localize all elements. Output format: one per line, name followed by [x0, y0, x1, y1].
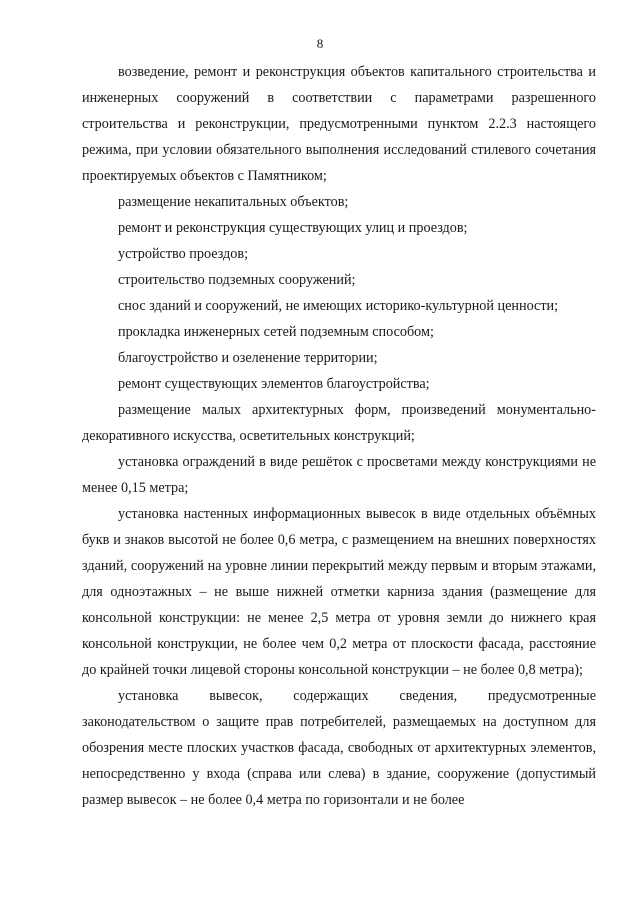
paragraph-construction: возведение, ремонт и реконструкция объектов капитального строительства и инженерных сооружений в соответствии с параметрами разрешенного строительства и реконструкции, предусмотренными пунктом 2.2.3 настоящего режима, при условии обязательного выполнения исследований стилевого сочетания проектируемых объектов с Памятником;	[82, 64, 596, 184]
paragraph-non-capital-objects: размещение некапитальных объектов;	[118, 194, 349, 210]
paragraph-landscaping-repair: ремонт существующих элементов благоустройства;	[118, 376, 430, 392]
paragraph-underground-structures: строительство подземных сооружений;	[118, 272, 356, 288]
paragraph-landscaping: благоустройство и озеленение территории;	[118, 350, 378, 366]
paragraph-wall-signs: установка настенных информационных вывесок в виде отдельных объёмных букв и знаков высотой не более 0,6 метра, с размещением на внешних поверхностях зданий, сооружений на уровне линии перекрытий между первым и вторым этажами, для одноэтажных – не выше нижней отметки карниза здания (размещение для консольной конструкции: не менее 2,5 метра от уровня земли до нижнего края консольной конструкции, не более чем 0,2 метра от плоскости фасада, расстояние до крайней точки лицевой стороны консольной конструкции – не более 0,8 метра);	[82, 506, 596, 678]
page-number: 8	[316, 36, 324, 51]
paragraph-fences: установка ограждений в виде решёток с просветами между конструкциями не менее 0,15 метра;	[82, 454, 596, 496]
paragraph-demolition: снос зданий и сооружений, не имеющих историко-культурной ценности;	[118, 298, 559, 314]
document-body	[82, 59, 596, 813]
paragraph-utility-networks: прокладка инженерных сетей подземным способом;	[118, 324, 434, 340]
paragraph-streets-repair: ремонт и реконструкция существующих улиц и проездов;	[118, 220, 468, 236]
paragraph-small-forms: размещение малых архитектурных форм, произведений монументально-декоративного искусства, осветительных конструкций;	[82, 402, 596, 444]
paragraph-consumer-signs: установка вывесок, содержащих сведения, предусмотренные законодательством о защите прав потребителей, размещаемых на доступном для обозрения месте плоских участков фасада, свободных от архитектурных элементов, непосредственно у входа (справа или слева) в здание, сооружение (допустимый размер вывесок – не более 0,4 метра по горизонтали и не более	[82, 688, 596, 808]
paragraph-driveways: устройство проездов;	[118, 246, 249, 262]
